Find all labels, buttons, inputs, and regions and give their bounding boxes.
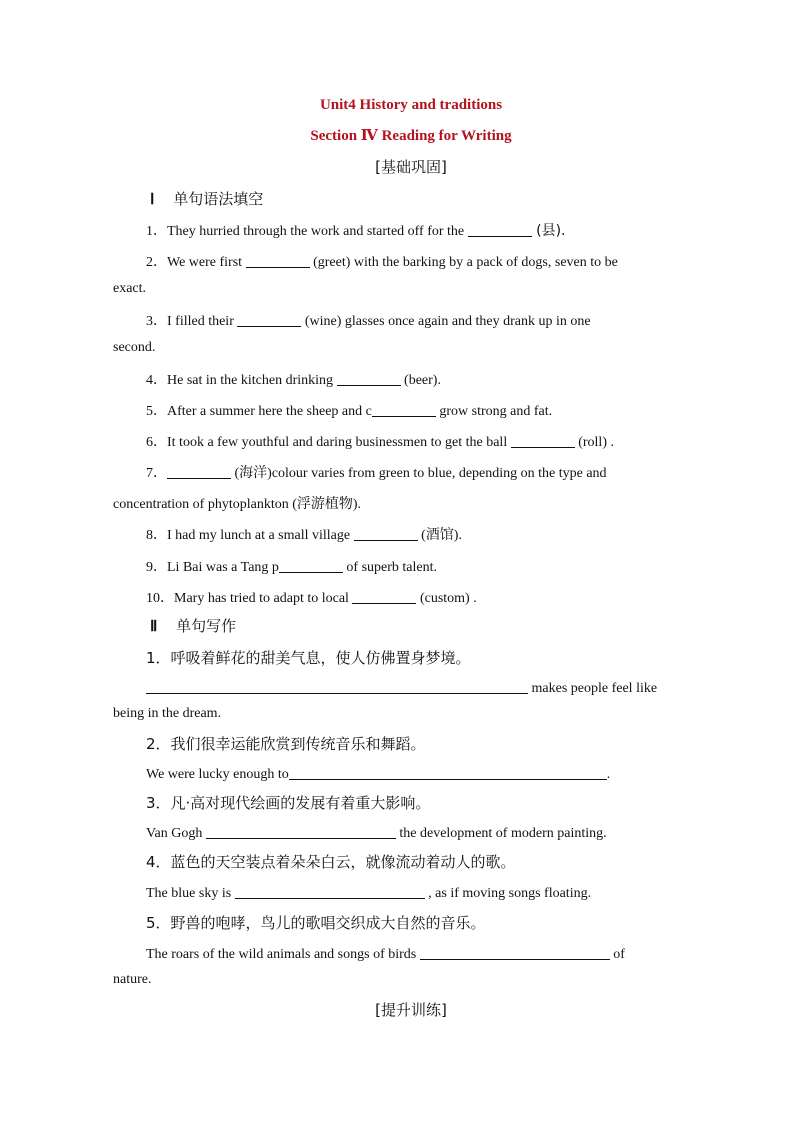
w5-blank[interactable] [420,945,610,960]
w2-text-before: We were lucky enough to [146,767,289,782]
q4-text-before: 4．He sat in the kitchen drinking [146,373,337,388]
writing-1-prompt: 1．呼吸着鲜花的甜美气息，使人仿佛置身梦境。 [146,649,471,667]
q9-blank[interactable] [279,558,343,573]
writing-5-line [146,945,625,963]
writing-1-line [146,679,657,697]
w1-text-after: makes people feel like [528,681,658,696]
part-advanced-label: [提升训练] [375,1001,447,1019]
q6-blank[interactable] [511,433,575,448]
q7-text-after: (海洋)colour varies from green to blue, depending on the type and [231,466,607,481]
w3-text-after: the development of modern painting. [395,826,607,841]
q5-blank[interactable] [372,402,436,417]
section2-heading [150,615,236,636]
q10-blank[interactable] [352,589,416,604]
writing-5-prompt: 5．野兽的咆哮，鸟儿的歌唱交织成大自然的音乐。 [146,914,486,932]
q7-continuation: concentration of phytoplankton (浮游植物). [113,497,362,512]
w2-blank[interactable] [289,765,607,780]
w4-text-before: The blue sky is [146,886,235,901]
q3-blank[interactable] [237,312,301,327]
question-1 [146,220,565,240]
writing-3-prompt: 3．凡·高对现代绘画的发展有着重大影响。 [146,794,431,812]
writing-4-line [146,884,591,902]
q5-text-after: grow strong and fat. [435,404,553,419]
q10-text-before: 10．Mary has tried to adapt to local [146,591,353,606]
q3-text-before: 3．I filled their [146,314,238,329]
q6-text-after: (roll) . [574,435,614,450]
q8-text-before: 8．I had my lunch at a small village [146,528,354,543]
q9-text-before: 9．Li Bai was a Tang p [146,560,279,575]
question-7 [146,462,607,482]
question-3 [146,310,591,330]
q2-text-before: 2．We were first [146,255,246,270]
section1-heading [150,188,263,209]
section1-title: 单句语法填空 [173,190,264,208]
part-basic-label: [基础巩固] [375,158,447,176]
w4-blank[interactable] [235,884,425,899]
writing-2-prompt: 2．我们很幸运能欣赏到传统音乐和舞蹈。 [146,735,426,753]
question-10 [146,587,477,607]
writing-2-line [146,765,610,783]
q3-text-after: (wine) glasses once again and they drank up in one [301,314,591,329]
writing-4-prompt: 4．蓝色的天空装点着朵朵白云，就像流动着动人的歌。 [146,853,516,871]
w2-text-after: . [606,767,611,782]
w1-continuation: being in the dream. [113,706,222,721]
q9-text-after: of superb talent. [342,560,437,575]
q2-blank[interactable] [246,253,310,268]
q1-text-after: (县). [531,223,566,239]
q2-continuation: exact. [113,281,147,296]
w3-text-before: Van Gogh [146,826,206,841]
q1-text-before: 1．They hurried through the work and started off for the [146,224,468,239]
q5-text-before: 5．After a summer here the sheep and c [146,404,372,419]
question-4 [146,369,441,389]
q3-continuation: second. [113,340,156,355]
q8-blank[interactable] [354,526,418,541]
q1-blank[interactable] [468,222,532,237]
question-2 [146,251,618,271]
w5-continuation: nature. [113,972,152,987]
q10-text-after: (custom) . [416,591,477,606]
q7-text-before: 7． [146,466,167,481]
q8-text-after: (酒馆). [417,528,462,543]
writing-3-line [146,824,607,842]
w1-blank[interactable] [146,679,528,694]
w5-text-before: The roars of the wild animals and songs of birds [146,947,420,962]
question-9 [146,556,437,576]
unit-title: Unit4 History and traditions [319,97,503,113]
section1-numeral: Ⅰ [150,192,155,208]
w4-text-after: , as if moving songs floating. [424,886,592,901]
question-5 [146,400,552,420]
w5-text-after: of [609,947,625,962]
w3-blank[interactable] [206,824,396,839]
section2-numeral: Ⅱ [150,619,158,635]
q7-blank[interactable] [167,464,231,479]
question-6 [146,431,614,451]
q6-text-before: 6．It took a few youthful and daring businessmen to get the ball [146,435,511,450]
q4-text-after: (beer). [400,373,441,388]
q4-blank[interactable] [337,371,401,386]
question-8 [146,524,462,544]
section2-title: 单句写作 [176,617,237,635]
q2-text-after: (greet) with the barking by a pack of dogs, seven to be [309,255,618,270]
section-subtitle: Section Ⅳ Reading for Writing [310,128,512,144]
